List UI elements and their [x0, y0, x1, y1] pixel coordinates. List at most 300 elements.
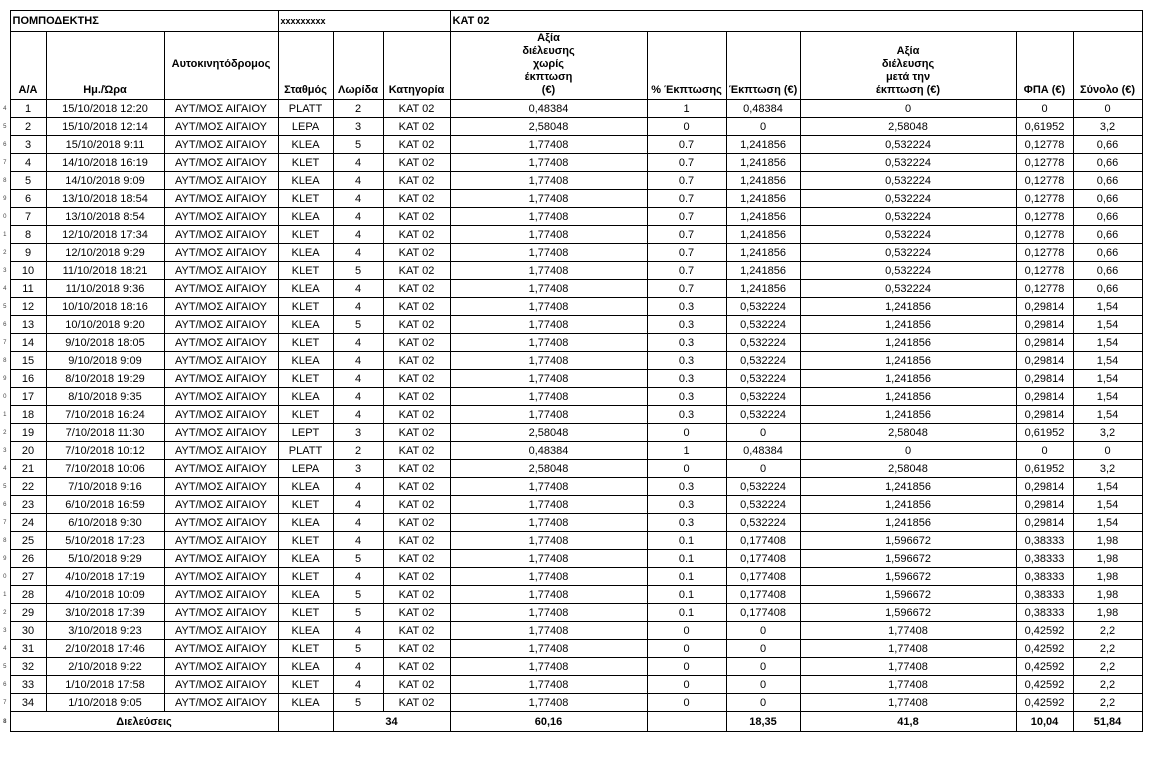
- cell-datetime[interactable]: 10/10/2018 9:20: [46, 316, 164, 334]
- header-total[interactable]: Σύνολο (€): [1073, 32, 1142, 100]
- cell-discount-percent[interactable]: 0: [647, 424, 726, 442]
- cell-lane[interactable]: 4: [333, 568, 383, 586]
- cell-lane[interactable]: 2: [333, 442, 383, 460]
- cell-datetime[interactable]: 8/10/2018 9:35: [46, 388, 164, 406]
- header-lane[interactable]: Λωρίδα: [333, 32, 383, 100]
- cell-value-before[interactable]: 1,77408: [450, 352, 647, 370]
- cell-motorway[interactable]: ΑΥΤ/ΜΟΣ ΑΙΓΑΙΟΥ: [164, 694, 278, 712]
- cell-station[interactable]: KLET: [278, 406, 333, 424]
- cell-vat[interactable]: 0,12778: [1016, 172, 1073, 190]
- cell-lane[interactable]: 3: [333, 424, 383, 442]
- cell-value-before[interactable]: 0,48384: [450, 100, 647, 118]
- cell-lane[interactable]: 4: [333, 280, 383, 298]
- cell-aa[interactable]: 2: [10, 118, 46, 136]
- cell-datetime[interactable]: 15/10/2018 9:11: [46, 136, 164, 154]
- cell-station[interactable]: KLEA: [278, 658, 333, 676]
- cell-aa[interactable]: 18: [10, 406, 46, 424]
- cell-discount-percent[interactable]: 0.1: [647, 532, 726, 550]
- cell-vat[interactable]: 0,42592: [1016, 676, 1073, 694]
- cell-vat[interactable]: 0,42592: [1016, 622, 1073, 640]
- cell-value-after[interactable]: 1,241856: [800, 370, 1016, 388]
- cell-datetime[interactable]: 10/10/2018 18:16: [46, 298, 164, 316]
- cell-motorway[interactable]: ΑΥΤ/ΜΟΣ ΑΙΓΑΙΟΥ: [164, 154, 278, 172]
- cell-motorway[interactable]: ΑΥΤ/ΜΟΣ ΑΙΓΑΙΟΥ: [164, 514, 278, 532]
- cell-value-before[interactable]: 1,77408: [450, 154, 647, 172]
- cell-discount[interactable]: 1,241856: [726, 280, 800, 298]
- cell-value-before[interactable]: 1,77408: [450, 604, 647, 622]
- cell-lane[interactable]: 5: [333, 262, 383, 280]
- cell-category[interactable]: ΚΑΤ 02: [383, 568, 450, 586]
- cell-station[interactable]: LEPA: [278, 118, 333, 136]
- cell-datetime[interactable]: 7/10/2018 10:06: [46, 460, 164, 478]
- cell-value-before[interactable]: 2,58048: [450, 460, 647, 478]
- cell-discount[interactable]: 0: [726, 118, 800, 136]
- cell-category[interactable]: ΚΑΤ 02: [383, 496, 450, 514]
- cell-total[interactable]: 2,2: [1073, 676, 1142, 694]
- cell-value-after[interactable]: 1,241856: [800, 298, 1016, 316]
- cell-value-after[interactable]: 1,596672: [800, 532, 1016, 550]
- cell-category[interactable]: ΚΑΤ 02: [383, 478, 450, 496]
- cell-vat[interactable]: 0,12778: [1016, 136, 1073, 154]
- cell-discount-percent[interactable]: 0.1: [647, 568, 726, 586]
- cell-station[interactable]: KLEA: [278, 316, 333, 334]
- cell-discount[interactable]: 0: [726, 658, 800, 676]
- cell-vat[interactable]: 0,29814: [1016, 496, 1073, 514]
- cell-value-before[interactable]: 1,77408: [450, 550, 647, 568]
- cell-category[interactable]: ΚΑΤ 02: [383, 100, 450, 118]
- cell-datetime[interactable]: 15/10/2018 12:20: [46, 100, 164, 118]
- cell-value-before[interactable]: 1,77408: [450, 532, 647, 550]
- cell-datetime[interactable]: 11/10/2018 18:21: [46, 262, 164, 280]
- header-station[interactable]: Σταθμός: [278, 32, 333, 100]
- cell-value-before[interactable]: 1,77408: [450, 370, 647, 388]
- cell-lane[interactable]: 4: [333, 514, 383, 532]
- cell-lane[interactable]: 5: [333, 640, 383, 658]
- cell-lane[interactable]: 4: [333, 388, 383, 406]
- cell-motorway[interactable]: ΑΥΤ/ΜΟΣ ΑΙΓΑΙΟΥ: [164, 550, 278, 568]
- cell-motorway[interactable]: ΑΥΤ/ΜΟΣ ΑΙΓΑΙΟΥ: [164, 442, 278, 460]
- cell-station[interactable]: KLET: [278, 298, 333, 316]
- cell-aa[interactable]: 16: [10, 370, 46, 388]
- cell-discount[interactable]: 0,532224: [726, 352, 800, 370]
- cell-category[interactable]: ΚΑΤ 02: [383, 406, 450, 424]
- cell-lane[interactable]: 2: [333, 100, 383, 118]
- cell-aa[interactable]: 31: [10, 640, 46, 658]
- cell-value-before[interactable]: 1,77408: [450, 640, 647, 658]
- cell-vat[interactable]: 0,29814: [1016, 352, 1073, 370]
- cell-discount-percent[interactable]: 0.7: [647, 280, 726, 298]
- cell-discount-percent[interactable]: 0.3: [647, 352, 726, 370]
- cell-value-before[interactable]: 1,77408: [450, 586, 647, 604]
- cell-vat[interactable]: 0,12778: [1016, 244, 1073, 262]
- cell-datetime[interactable]: 11/10/2018 9:36: [46, 280, 164, 298]
- cell-motorway[interactable]: ΑΥΤ/ΜΟΣ ΑΙΓΑΙΟΥ: [164, 208, 278, 226]
- cell-motorway[interactable]: ΑΥΤ/ΜΟΣ ΑΙΓΑΙΟΥ: [164, 496, 278, 514]
- cell-discount-percent[interactable]: 0: [647, 658, 726, 676]
- cell-category[interactable]: ΚΑΤ 02: [383, 172, 450, 190]
- cell-discount-percent[interactable]: 0.1: [647, 586, 726, 604]
- cell-lane[interactable]: 5: [333, 316, 383, 334]
- cell-discount[interactable]: 1,241856: [726, 208, 800, 226]
- cell-vat[interactable]: 0,12778: [1016, 190, 1073, 208]
- cell-category[interactable]: ΚΑΤ 02: [383, 604, 450, 622]
- cell-value-after[interactable]: 0,532224: [800, 190, 1016, 208]
- cell-motorway[interactable]: ΑΥΤ/ΜΟΣ ΑΙΓΑΙΟΥ: [164, 298, 278, 316]
- cell-aa[interactable]: 10: [10, 262, 46, 280]
- cell-station[interactable]: KLEA: [278, 208, 333, 226]
- cell-value-before[interactable]: 1,77408: [450, 622, 647, 640]
- cell-discount-percent[interactable]: 0.3: [647, 298, 726, 316]
- cell-datetime[interactable]: 3/10/2018 9:23: [46, 622, 164, 640]
- cell-discount-percent[interactable]: 1: [647, 100, 726, 118]
- cell-datetime[interactable]: 7/10/2018 10:12: [46, 442, 164, 460]
- cell-aa[interactable]: 30: [10, 622, 46, 640]
- cell-total[interactable]: 1,54: [1073, 478, 1142, 496]
- cell-aa[interactable]: 28: [10, 586, 46, 604]
- cell-total-vat[interactable]: 10,04: [1016, 712, 1073, 732]
- cell-discount-percent[interactable]: 0.7: [647, 226, 726, 244]
- cell-discount-percent[interactable]: 0.7: [647, 172, 726, 190]
- cell-category[interactable]: ΚΑΤ 02: [383, 586, 450, 604]
- cell-value-before[interactable]: 1,77408: [450, 136, 647, 154]
- cell-datetime[interactable]: 12/10/2018 17:34: [46, 226, 164, 244]
- cell-category[interactable]: ΚΑΤ 02: [383, 460, 450, 478]
- cell-discount[interactable]: 1,241856: [726, 226, 800, 244]
- cell-category[interactable]: ΚΑΤ 02: [383, 316, 450, 334]
- cell-datetime[interactable]: 1/10/2018 9:05: [46, 694, 164, 712]
- cell-aa[interactable]: 13: [10, 316, 46, 334]
- cell-discount[interactable]: 1,241856: [726, 262, 800, 280]
- cell-motorway[interactable]: ΑΥΤ/ΜΟΣ ΑΙΓΑΙΟΥ: [164, 676, 278, 694]
- cell-vat[interactable]: 0,38333: [1016, 550, 1073, 568]
- cell-total[interactable]: 3,2: [1073, 460, 1142, 478]
- cell-datetime[interactable]: 14/10/2018 9:09: [46, 172, 164, 190]
- cell-total[interactable]: 2,2: [1073, 694, 1142, 712]
- cell-lane[interactable]: 5: [333, 550, 383, 568]
- cell-category[interactable]: ΚΑΤ 02: [383, 640, 450, 658]
- cell-aa[interactable]: 21: [10, 460, 46, 478]
- cell-discount-percent[interactable]: 0.3: [647, 514, 726, 532]
- cell-value-before[interactable]: 1,77408: [450, 262, 647, 280]
- cell-total[interactable]: 1,54: [1073, 334, 1142, 352]
- cell-lane[interactable]: 5: [333, 586, 383, 604]
- cell-value-before[interactable]: 2,58048: [450, 424, 647, 442]
- cell-discount[interactable]: 1,241856: [726, 154, 800, 172]
- cell-discount-percent[interactable]: 0: [647, 460, 726, 478]
- cell-discount[interactable]: 0,532224: [726, 514, 800, 532]
- cell-lane[interactable]: 4: [333, 226, 383, 244]
- cell-lane[interactable]: 4: [333, 208, 383, 226]
- cell-total[interactable]: 0,66: [1073, 226, 1142, 244]
- cell-motorway[interactable]: ΑΥΤ/ΜΟΣ ΑΙΓΑΙΟΥ: [164, 244, 278, 262]
- cell-motorway[interactable]: ΑΥΤ/ΜΟΣ ΑΙΓΑΙΟΥ: [164, 136, 278, 154]
- cell-aa[interactable]: 4: [10, 154, 46, 172]
- cell-station[interactable]: KLET: [278, 190, 333, 208]
- cell-value-before[interactable]: 1,77408: [450, 676, 647, 694]
- cell-value-before[interactable]: 1,77408: [450, 334, 647, 352]
- cell-category[interactable]: ΚΑΤ 02: [383, 208, 450, 226]
- cell-aa[interactable]: 9: [10, 244, 46, 262]
- cell-datetime[interactable]: 2/10/2018 9:22: [46, 658, 164, 676]
- cell-discount-percent[interactable]: 0.3: [647, 388, 726, 406]
- cell-discount-percent[interactable]: 0.3: [647, 496, 726, 514]
- cell-discount-percent[interactable]: 0.3: [647, 406, 726, 424]
- cell-category[interactable]: ΚΑΤ 02: [383, 352, 450, 370]
- cell-vat[interactable]: 0,42592: [1016, 640, 1073, 658]
- cell-discount[interactable]: 1,241856: [726, 172, 800, 190]
- cell-discount[interactable]: 0,48384: [726, 442, 800, 460]
- cell-vat[interactable]: 0,29814: [1016, 388, 1073, 406]
- cell-vat[interactable]: 0,29814: [1016, 298, 1073, 316]
- cell-aa[interactable]: 32: [10, 658, 46, 676]
- cell-value-before[interactable]: 1,77408: [450, 208, 647, 226]
- cell-value-after[interactable]: 0,532224: [800, 280, 1016, 298]
- cell-discount[interactable]: 0,48384: [726, 100, 800, 118]
- cell-category[interactable]: ΚΑΤ 02: [383, 370, 450, 388]
- cell-total[interactable]: 0,66: [1073, 244, 1142, 262]
- cell-transponder-label[interactable]: ΠΟΜΠΟΔΕΚΤΗΣ: [10, 11, 278, 32]
- cell-value-after[interactable]: 0,532224: [800, 244, 1016, 262]
- cell-station[interactable]: KLET: [278, 640, 333, 658]
- cell-vat[interactable]: 0,61952: [1016, 460, 1073, 478]
- cell-station[interactable]: KLET: [278, 676, 333, 694]
- cell-station[interactable]: KLEA: [278, 280, 333, 298]
- cell-value-after[interactable]: 1,77408: [800, 622, 1016, 640]
- header-motorway[interactable]: Αυτοκινητόδρομος: [164, 32, 278, 100]
- cell-discount[interactable]: 0,177408: [726, 604, 800, 622]
- cell-value-before[interactable]: 1,77408: [450, 172, 647, 190]
- cell-datetime[interactable]: 5/10/2018 17:23: [46, 532, 164, 550]
- cell-lane[interactable]: 5: [333, 694, 383, 712]
- cell-discount[interactable]: 0,177408: [726, 586, 800, 604]
- cell-total[interactable]: 1,54: [1073, 514, 1142, 532]
- cell-total[interactable]: 1,54: [1073, 370, 1142, 388]
- cell-discount[interactable]: 0: [726, 424, 800, 442]
- cell-vat[interactable]: 0,29814: [1016, 406, 1073, 424]
- cell-vat[interactable]: 0,29814: [1016, 370, 1073, 388]
- cell-total[interactable]: 1,98: [1073, 586, 1142, 604]
- cell-aa[interactable]: 27: [10, 568, 46, 586]
- cell-aa[interactable]: 26: [10, 550, 46, 568]
- cell-discount-percent[interactable]: 0: [647, 640, 726, 658]
- cell-aa[interactable]: 15: [10, 352, 46, 370]
- cell-datetime[interactable]: 3/10/2018 17:39: [46, 604, 164, 622]
- cell-aa[interactable]: 7: [10, 208, 46, 226]
- cell-datetime[interactable]: 14/10/2018 16:19: [46, 154, 164, 172]
- cell-total-station[interactable]: [278, 712, 333, 732]
- cell-total-discount[interactable]: 18,35: [726, 712, 800, 732]
- cell-aa[interactable]: 3: [10, 136, 46, 154]
- cell-total-value-before[interactable]: 60,16: [450, 712, 647, 732]
- cell-lane[interactable]: 5: [333, 136, 383, 154]
- cell-vat[interactable]: 0,12778: [1016, 226, 1073, 244]
- cell-category[interactable]: ΚΑΤ 02: [383, 676, 450, 694]
- cell-station[interactable]: KLET: [278, 496, 333, 514]
- cell-motorway[interactable]: ΑΥΤ/ΜΟΣ ΑΙΓΑΙΟΥ: [164, 658, 278, 676]
- cell-category[interactable]: ΚΑΤ 02: [383, 532, 450, 550]
- cell-discount-percent[interactable]: 0.1: [647, 604, 726, 622]
- cell-station[interactable]: KLET: [278, 370, 333, 388]
- cell-lane[interactable]: 4: [333, 190, 383, 208]
- header-value-before-discount[interactable]: Αξία διέλευσης χωρίς έκπτωση (€): [450, 32, 647, 100]
- header-datetime[interactable]: Ημ./Ώρα: [46, 32, 164, 100]
- cell-vat[interactable]: 0,12778: [1016, 262, 1073, 280]
- cell-value-after[interactable]: 1,241856: [800, 406, 1016, 424]
- cell-lane[interactable]: 4: [333, 334, 383, 352]
- cell-vat[interactable]: 0,61952: [1016, 424, 1073, 442]
- cell-station[interactable]: KLET: [278, 262, 333, 280]
- cell-aa[interactable]: 33: [10, 676, 46, 694]
- cell-motorway[interactable]: ΑΥΤ/ΜΟΣ ΑΙΓΑΙΟΥ: [164, 352, 278, 370]
- cell-vat[interactable]: 0,38333: [1016, 568, 1073, 586]
- cell-total-discount-percent[interactable]: [647, 712, 726, 732]
- cell-discount-percent[interactable]: 0.7: [647, 136, 726, 154]
- cell-value-before[interactable]: 0,48384: [450, 442, 647, 460]
- cell-value-after[interactable]: 1,77408: [800, 640, 1016, 658]
- cell-value-before[interactable]: 1,77408: [450, 514, 647, 532]
- cell-station[interactable]: LEPA: [278, 460, 333, 478]
- header-aa[interactable]: Α/Α: [10, 32, 46, 100]
- cell-aa[interactable]: 6: [10, 190, 46, 208]
- cell-discount[interactable]: 0,532224: [726, 370, 800, 388]
- cell-total[interactable]: 1,54: [1073, 352, 1142, 370]
- cell-value-before[interactable]: 1,77408: [450, 478, 647, 496]
- cell-total[interactable]: 1,98: [1073, 568, 1142, 586]
- cell-total[interactable]: 3,2: [1073, 424, 1142, 442]
- cell-category[interactable]: ΚΑΤ 02: [383, 388, 450, 406]
- cell-total[interactable]: 2,2: [1073, 640, 1142, 658]
- cell-discount-percent[interactable]: 0.1: [647, 550, 726, 568]
- cell-value-before[interactable]: 1,77408: [450, 298, 647, 316]
- cell-aa[interactable]: 34: [10, 694, 46, 712]
- cell-discount-percent[interactable]: 0.7: [647, 190, 726, 208]
- cell-discount-percent[interactable]: 0.7: [647, 244, 726, 262]
- cell-motorway[interactable]: ΑΥΤ/ΜΟΣ ΑΙΓΑΙΟΥ: [164, 424, 278, 442]
- cell-motorway[interactable]: ΑΥΤ/ΜΟΣ ΑΙΓΑΙΟΥ: [164, 190, 278, 208]
- cell-category[interactable]: ΚΑΤ 02: [383, 118, 450, 136]
- cell-station[interactable]: KLET: [278, 226, 333, 244]
- cell-value-after[interactable]: 1,241856: [800, 316, 1016, 334]
- cell-discount[interactable]: 0,532224: [726, 316, 800, 334]
- cell-category[interactable]: ΚΑΤ 02: [383, 514, 450, 532]
- header-category[interactable]: Κατηγορία: [383, 32, 450, 100]
- cell-vat[interactable]: 0,61952: [1016, 118, 1073, 136]
- cell-motorway[interactable]: ΑΥΤ/ΜΟΣ ΑΙΓΑΙΟΥ: [164, 388, 278, 406]
- cell-value-after[interactable]: 1,77408: [800, 694, 1016, 712]
- cell-value-before[interactable]: 1,77408: [450, 280, 647, 298]
- header-discount-percent[interactable]: % Έκπτωσης: [647, 32, 726, 100]
- cell-lane[interactable]: 4: [333, 478, 383, 496]
- cell-motorway[interactable]: ΑΥΤ/ΜΟΣ ΑΙΓΑΙΟΥ: [164, 478, 278, 496]
- cell-value-after[interactable]: 1,77408: [800, 658, 1016, 676]
- cell-vat[interactable]: 0,29814: [1016, 514, 1073, 532]
- cell-category[interactable]: ΚΑΤ 02: [383, 298, 450, 316]
- cell-category[interactable]: ΚΑΤ 02: [383, 262, 450, 280]
- cell-datetime[interactable]: 7/10/2018 11:30: [46, 424, 164, 442]
- cell-value-after[interactable]: 2,58048: [800, 424, 1016, 442]
- cell-discount-percent[interactable]: 0.7: [647, 262, 726, 280]
- cell-lane[interactable]: 4: [333, 172, 383, 190]
- cell-lane[interactable]: 3: [333, 118, 383, 136]
- cell-lane[interactable]: 4: [333, 496, 383, 514]
- cell-vat[interactable]: 0,12778: [1016, 154, 1073, 172]
- cell-motorway[interactable]: ΑΥΤ/ΜΟΣ ΑΙΓΑΙΟΥ: [164, 406, 278, 424]
- cell-datetime[interactable]: 6/10/2018 16:59: [46, 496, 164, 514]
- cell-value-after[interactable]: 1,596672: [800, 568, 1016, 586]
- cell-station[interactable]: KLEA: [278, 694, 333, 712]
- cell-value-after[interactable]: 1,241856: [800, 496, 1016, 514]
- cell-vat[interactable]: 0,12778: [1016, 208, 1073, 226]
- cell-datetime[interactable]: 5/10/2018 9:29: [46, 550, 164, 568]
- cell-discount[interactable]: 0: [726, 622, 800, 640]
- cell-discount[interactable]: 0,532224: [726, 388, 800, 406]
- cell-category[interactable]: ΚΑΤ 02: [383, 280, 450, 298]
- cell-aa[interactable]: 22: [10, 478, 46, 496]
- cell-value-before[interactable]: 1,77408: [450, 316, 647, 334]
- cell-discount-percent[interactable]: 0.3: [647, 316, 726, 334]
- cell-motorway[interactable]: ΑΥΤ/ΜΟΣ ΑΙΓΑΙΟΥ: [164, 334, 278, 352]
- cell-discount[interactable]: 0,532224: [726, 406, 800, 424]
- cell-total[interactable]: 1,98: [1073, 604, 1142, 622]
- cell-value-after[interactable]: 0: [800, 442, 1016, 460]
- cell-discount-percent[interactable]: 0.3: [647, 334, 726, 352]
- cell-aa[interactable]: 5: [10, 172, 46, 190]
- cell-datetime[interactable]: 12/10/2018 9:29: [46, 244, 164, 262]
- cell-discount-percent[interactable]: 0: [647, 694, 726, 712]
- cell-total[interactable]: 0,66: [1073, 154, 1142, 172]
- cell-total-count[interactable]: 34: [333, 712, 450, 732]
- cell-value-after[interactable]: 1,241856: [800, 334, 1016, 352]
- cell-value-before[interactable]: 1,77408: [450, 406, 647, 424]
- cell-discount-percent[interactable]: 0.3: [647, 370, 726, 388]
- cell-discount-percent[interactable]: 0: [647, 118, 726, 136]
- cell-lane[interactable]: 4: [333, 370, 383, 388]
- cell-vat[interactable]: 0,38333: [1016, 604, 1073, 622]
- cell-value-before[interactable]: 1,77408: [450, 694, 647, 712]
- cell-total[interactable]: 1,54: [1073, 406, 1142, 424]
- cell-aa[interactable]: 19: [10, 424, 46, 442]
- cell-lane[interactable]: 4: [333, 406, 383, 424]
- cell-aa[interactable]: 25: [10, 532, 46, 550]
- cell-datetime[interactable]: 1/10/2018 17:58: [46, 676, 164, 694]
- cell-lane[interactable]: 4: [333, 244, 383, 262]
- cell-total[interactable]: 0,66: [1073, 262, 1142, 280]
- cell-value-before[interactable]: 1,77408: [450, 658, 647, 676]
- cell-category[interactable]: ΚΑΤ 02: [383, 550, 450, 568]
- cell-value-after[interactable]: 2,58048: [800, 118, 1016, 136]
- cell-datetime[interactable]: 7/10/2018 16:24: [46, 406, 164, 424]
- cell-discount-percent[interactable]: 0.7: [647, 208, 726, 226]
- cell-station[interactable]: PLATT: [278, 442, 333, 460]
- cell-lane[interactable]: 4: [333, 298, 383, 316]
- cell-category[interactable]: ΚΑΤ 02: [383, 244, 450, 262]
- cell-discount[interactable]: 0,532224: [726, 334, 800, 352]
- cell-aa[interactable]: 17: [10, 388, 46, 406]
- cell-vat[interactable]: 0,29814: [1016, 316, 1073, 334]
- cell-discount[interactable]: 0,532224: [726, 478, 800, 496]
- cell-lane[interactable]: 3: [333, 460, 383, 478]
- cell-datetime[interactable]: 13/10/2018 18:54: [46, 190, 164, 208]
- cell-value-after[interactable]: 1,241856: [800, 388, 1016, 406]
- cell-category[interactable]: ΚΑΤ 02: [383, 658, 450, 676]
- cell-discount[interactable]: 1,241856: [726, 244, 800, 262]
- cell-total-label[interactable]: Διελεύσεις: [10, 712, 278, 732]
- cell-discount[interactable]: 0: [726, 676, 800, 694]
- cell-total[interactable]: 0: [1073, 100, 1142, 118]
- cell-datetime[interactable]: 2/10/2018 17:46: [46, 640, 164, 658]
- cell-aa[interactable]: 12: [10, 298, 46, 316]
- cell-value-after[interactable]: 0,532224: [800, 208, 1016, 226]
